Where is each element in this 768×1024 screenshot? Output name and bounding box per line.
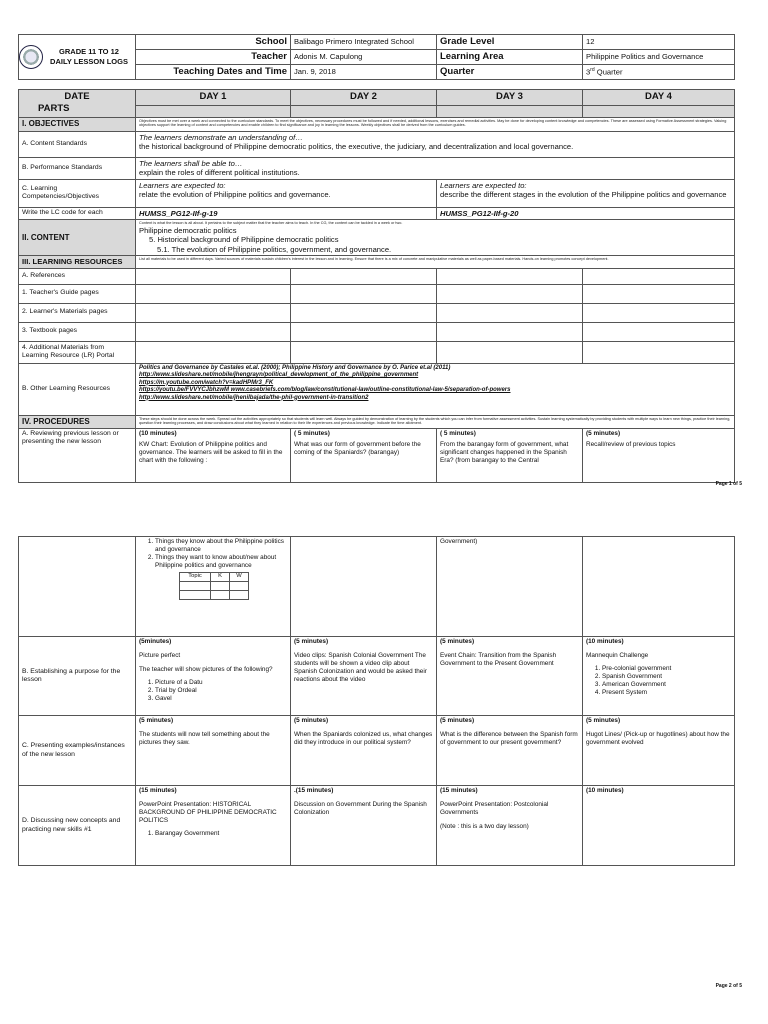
discussing-day3-text: PowerPoint Presentation: Postcolonial Governments xyxy=(440,801,549,816)
other-resource-link-2[interactable]: https://m.youtube.com/watch?v=kadHPMr3_FK xyxy=(139,379,274,386)
discussing-day2-time: .(15 minutes) xyxy=(294,787,334,794)
day-2-date xyxy=(291,105,437,117)
learners-materials-label: 2. Learner's Materials pages xyxy=(19,303,136,322)
discussing-label: D. Discussing new concepts and practicing new skills #1 xyxy=(19,786,136,866)
performance-standards-text: explain the roles of different political institutions. xyxy=(139,168,300,178)
references-label: A. References xyxy=(19,268,136,284)
purpose-day4-item-2: 2. Spanish Government xyxy=(602,673,731,681)
learning-area-value: Philippine Politics and Governance xyxy=(583,49,735,64)
presenting-day3-text: What is the difference between the Spanish form of government to our present government? xyxy=(440,731,578,746)
page-1-footer: Page 1 of 5 xyxy=(715,481,742,487)
discussing-day2-text: Discussion on Government During the Spanish Colonization xyxy=(294,801,427,816)
presenting-label: C. Presenting examples/instances of the new lesson xyxy=(19,716,136,786)
purpose-day1-item-3: 3. Gavel xyxy=(155,695,287,703)
dll-page-1 xyxy=(18,34,734,483)
purpose-day4-item-1: 1. Pre-colonial government xyxy=(602,665,731,673)
kw-item-1: 1. Things they know about the Philippine politics and governance xyxy=(155,538,287,554)
presenting-day2-time: (5 minutes) xyxy=(294,717,329,724)
quarter-number: 3 xyxy=(586,67,591,77)
dates-value: Jan. 9, 2018 xyxy=(291,64,437,79)
purpose-day4-time: (10 minutes) xyxy=(586,638,624,645)
review-day3-continued: Government) xyxy=(437,537,583,637)
competencies-left-text: relate the evolution of Philippine politics and governance. xyxy=(139,190,331,200)
other-resource-link-1[interactable]: http://www.slideshare.net/mobile/jhengrayn/political_development_of_the_philippine_government xyxy=(139,372,419,379)
resources-label: III. LEARNING RESOURCES xyxy=(19,256,136,268)
presenting-day1-text: The students will now tell something about the pictures they saw. xyxy=(139,731,270,746)
teachers-guide-label: 1. Teacher's Guide pages xyxy=(19,284,136,303)
competencies-right-intro: Learners are expected to: xyxy=(440,180,527,190)
quarter-word: Quarter xyxy=(594,67,623,77)
kw-header-topic: Topic xyxy=(180,573,211,582)
purpose-day3-text: Event Chain: Transition from the Spanish Government to the Present Government xyxy=(440,652,557,667)
kw-chart-table xyxy=(179,572,249,600)
purpose-day4-item-3: 3. American Government xyxy=(602,681,731,689)
teacher-label: Teacher xyxy=(136,49,291,64)
other-resource-link-3[interactable]: https://youtu.be/FVVYCJbhzwM www.casebriefs.com/blog/law/constitutional-law/outline-constitutional-law-5/separation-of-powers xyxy=(139,387,511,394)
presenting-day1-time: (5 minutes) xyxy=(139,717,174,724)
kw-item-2: 2. Things they want to know about/new about Philippine politics and governance xyxy=(155,554,287,570)
quarter-suffix: rd xyxy=(590,66,595,73)
header-logo-cell xyxy=(19,35,136,80)
content-standards-label: A. Content Standards xyxy=(19,131,136,157)
dll-title: DAILY LESSON LOGS xyxy=(50,56,128,66)
day-3-header: DAY 3 xyxy=(437,89,583,105)
parts-label: PARTS xyxy=(38,103,70,115)
presenting-day3-time: (5 minutes) xyxy=(440,717,475,724)
school-value: Balibago Primero Integrated School xyxy=(291,35,437,50)
content-line-3: 5.1. The evolution of Philippine politics, government, and governance. xyxy=(157,244,392,254)
competencies-label: C. Learning Competencies/Objectives xyxy=(19,179,136,207)
discussing-day1-item-1: 1. Barangay Government xyxy=(155,830,287,838)
day-1-header: DAY 1 xyxy=(136,89,291,105)
review-label: A. Reviewing previous lesson or presenting the new lesson xyxy=(19,428,136,482)
purpose-day4-title: Mannequin Challenge xyxy=(586,652,649,659)
lc-code-right: HUMSS_PG12-IIf-g-20 xyxy=(437,207,735,219)
lc-code-label: Write the LC code for each xyxy=(19,207,136,219)
competencies-right-text: describe the different stages in the evolution of the Philippine politics and governance xyxy=(440,190,727,200)
content-standards-text: the historical background of Philippine democratic politics, the executive, the judiciary, and decentralization and local governance. xyxy=(139,142,574,152)
content-label: II. CONTENT xyxy=(19,220,136,256)
review-day4-time: (5 minutes) xyxy=(586,429,621,437)
quarter-value xyxy=(583,64,735,79)
purpose-day3-time: (5 minutes) xyxy=(440,638,475,645)
review-day1-text: KW Chart: Evolution of Philippine politics and governance. The learners will be asked to fill in the chart with the following : xyxy=(139,440,283,464)
presenting-day4-text: Hugot Lines/ (Pick-up or hugotlines) about how the government evolved xyxy=(586,731,730,746)
purpose-label: B. Establishing a purpose for the lesson xyxy=(19,637,136,716)
purpose-day2-time: (5 minutes) xyxy=(294,638,329,645)
review-day3-time: ( 5 minutes) xyxy=(440,429,476,437)
procedures-note: These steps should be done across the week. Spread out the activities appropriately so that students will learn well. Always be guided by demonstration of learning by the students which you can infer from formative assessment activities. Sustain learning systematically by providing students with multiple ways to learn new things, practice their learning, question their learning processes, and draw conclusions about what they learned in relation to their life experiences and previous knowledge. Indicate the time allotment. xyxy=(136,415,735,428)
day-4-header: DAY 4 xyxy=(583,89,735,105)
dll-page-2 xyxy=(18,536,734,866)
page-2-footer: Page 2 of 5 xyxy=(715,983,742,989)
discussing-day3-note: (Note : this is a two day lesson) xyxy=(440,823,529,830)
review-day4-text: Recall/review of previous topics xyxy=(586,440,676,448)
presenting-day4-time: (5 minutes) xyxy=(586,717,621,724)
dates-label: Teaching Dates and Time xyxy=(136,64,291,79)
other-resources-label: B. Other Learning Resources xyxy=(19,363,136,415)
lc-code-left: HUMSS_PG12-IIf-g-19 xyxy=(136,207,437,219)
purpose-day1-item-1: 1. Picture of a Datu xyxy=(155,679,287,687)
performance-standards-label: B. Performance Standards xyxy=(19,157,136,179)
review-day1-time: (10 minutes) xyxy=(139,429,177,437)
review-continued-label xyxy=(19,537,136,637)
competencies-left-intro: Learners are expected to: xyxy=(139,180,226,190)
content-standards-intro: The learners demonstrate an understanding of… xyxy=(139,132,303,142)
other-resource-link-4[interactable]: http://www.slideshare.net/mobile/jhenilbajada/the-phil-government-in-transition2 xyxy=(139,394,369,401)
procedures-label: IV. PROCEDURES xyxy=(19,415,136,428)
purpose-day4-item-4: 4. Present System xyxy=(602,689,731,697)
additional-materials-label: 4. Additional Materials from Learning Resource (LR) Portal xyxy=(19,341,136,363)
other-resource-1: Politics and Governance by Castales et.al. (2000); Philippine History and Governance by O. Parice et.al (2011) xyxy=(139,364,451,371)
dll-table-page-2 xyxy=(18,536,735,866)
discussing-day3-time: (15 minutes) xyxy=(440,787,478,794)
presenting-day2-text: When the Spaniards colonized us, what changes did they introduce in our political system? xyxy=(294,731,433,746)
discussing-day4-time: (10 minutes) xyxy=(586,787,624,794)
textbook-pages-label: 3. Textbook pages xyxy=(19,322,136,341)
grade-level-value: 12 xyxy=(583,35,735,50)
purpose-day2-text: Video clips: Spanish Colonial Government The students will be shown a video clip about Spanish Colonization and would be asked their reactions about the video xyxy=(294,652,427,683)
day-1-date xyxy=(136,105,291,117)
day-4-date xyxy=(583,105,735,117)
quarter-label: Quarter xyxy=(437,64,583,79)
purpose-day1-item-2: 2. Trial by Ordeal xyxy=(155,687,287,695)
kw-header-w: W xyxy=(230,573,249,582)
purpose-day1-time: (5minutes) xyxy=(139,638,172,645)
teacher-value: Adonis M. Capulong xyxy=(291,49,437,64)
objectives-note: Objectives must be met over a week and connected to the curriculum standards. To meet the objectives, necessary procedures must be followed and if needed, additional lessons, exercises and remedial activities. May be done for developing content knowledge and competencies. These are assessed using Formative Assessment strategies. Valuing objectives support the learning of content and competencies and enable children to find significance and joy in learning the lessons. Weekly objectives shall be derived from the curriculum guides. xyxy=(136,117,735,131)
date-label: DATE xyxy=(64,91,90,103)
grade-title: GRADE 11 TO 12 xyxy=(59,47,119,57)
discussing-day1-time: (15 minutes) xyxy=(139,787,177,794)
deped-seal-icon xyxy=(19,45,43,69)
dll-table-page-1 xyxy=(18,34,735,483)
date-parts-cell xyxy=(19,89,136,117)
objectives-label: I. OBJECTIVES xyxy=(19,117,136,131)
purpose-day1-title: Picture perfect xyxy=(139,652,181,659)
spacer-row xyxy=(19,79,735,89)
content-line-1: Philippine democratic politics xyxy=(139,225,237,235)
discussing-day1-text: PowerPoint Presentation: HISTORICAL BACKGROUND OF PHILIPPINE DEMOCRATIC POLITICS xyxy=(139,801,277,824)
day-3-date xyxy=(437,105,583,117)
purpose-day1-text: The teacher will show pictures of the following? xyxy=(139,666,273,673)
review-day2-text: What was our form of government before the coming of the Spaniards? (barangay) xyxy=(294,440,421,456)
content-note: Content is what the lesson is all about. It pertains to the subject matter that the teacher aims to teach. In the CG, the content can be tackled in a week or two. xyxy=(139,221,403,226)
school-label: School xyxy=(136,35,291,50)
day-2-header: DAY 2 xyxy=(291,89,437,105)
performance-standards-intro: The learners shall be able to… xyxy=(139,158,243,168)
resources-note: List all materials to be used in different days. Varied sources of materials sustain children's interest in the lesson and in learning. Ensure that there is a mix of concrete and manipulative materials as well as paper-based materials. Hands-on learning promotes concept development. xyxy=(136,256,735,268)
review-day3-text: From the barangay form of government, what significant changes happened in the Spanish Era? (from barangay to the Central xyxy=(440,440,569,464)
content-line-2: 5. Historical background of Philippine democratic politics xyxy=(149,235,339,245)
grade-level-label: Grade Level xyxy=(437,35,583,50)
learning-area-label: Learning Area xyxy=(437,49,583,64)
kw-header-k: K xyxy=(211,573,230,582)
review-day2-time: ( 5 minutes) xyxy=(294,429,330,437)
